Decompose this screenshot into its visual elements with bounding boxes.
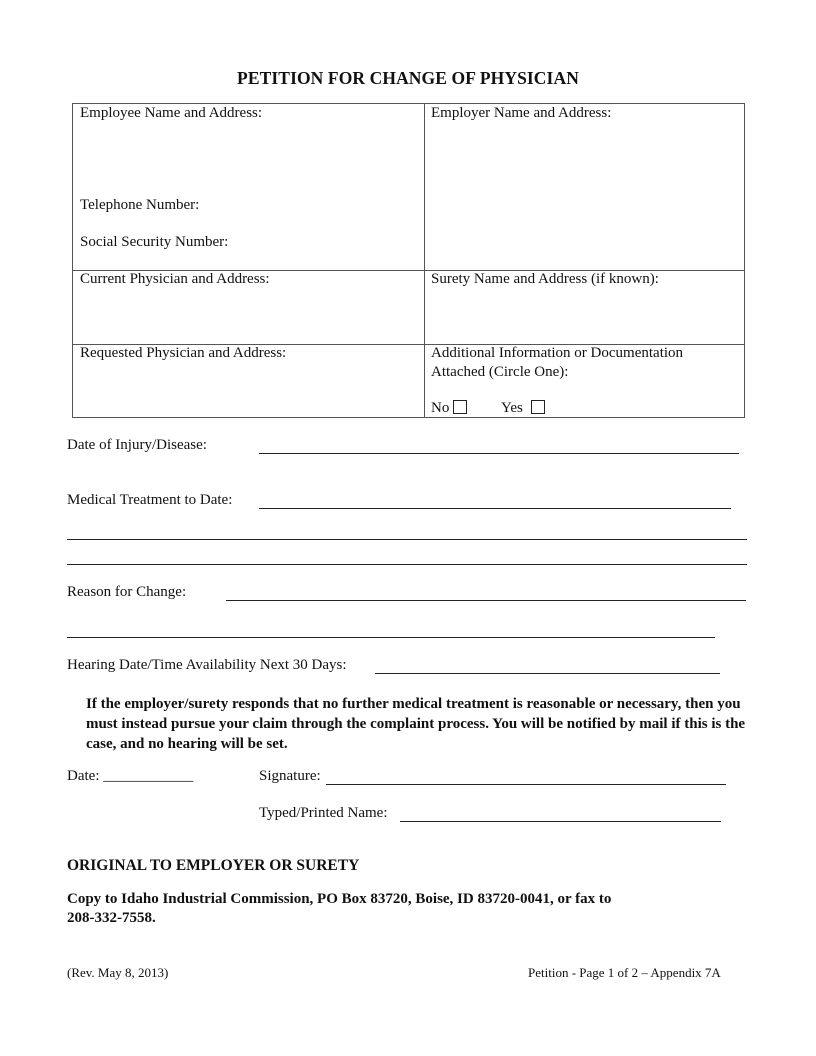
telephone-number-label: Telephone Number: <box>80 197 200 213</box>
date-of-injury-line[interactable] <box>259 453 739 454</box>
original-routing: ORIGINAL TO EMPLOYER OR SURETY <box>67 857 360 874</box>
additional-info-label-line1: Additional Information or Documentation <box>431 345 684 361</box>
medical-treatment-line-3[interactable] <box>67 564 747 565</box>
surety-name-address-label: Surety Name and Address (if known): <box>431 271 659 287</box>
medical-treatment-label: Medical Treatment to Date: <box>67 492 233 508</box>
reason-for-change-label: Reason for Change: <box>67 584 187 600</box>
reason-for-change-line-2[interactable] <box>67 637 715 638</box>
date-label: Date: <box>67 768 100 784</box>
signature-label: Signature: <box>259 768 321 784</box>
requested-physician-label: Requested Physician and Address: <box>80 345 287 361</box>
medical-treatment-line-2[interactable] <box>67 539 747 540</box>
notice-paragraph: If the employer/surety responds that no further medical treatment is reasonable or necessary, then you must instead pursue your claim through the complaint process. You will be notified by mail if this is the case, and no hearing will be set. <box>86 696 746 752</box>
date-of-injury-label: Date of Injury/Disease: <box>67 437 207 453</box>
copy-routing-line2: 208-332-7558. <box>67 910 156 926</box>
no-checkbox[interactable] <box>453 400 467 414</box>
medical-treatment-line[interactable] <box>259 508 731 509</box>
yes-option[interactable] <box>501 400 545 417</box>
additional-info-label-line2: Attached (Circle One): <box>431 364 569 380</box>
hearing-availability-line[interactable] <box>375 673 720 674</box>
typed-name-label: Typed/Printed Name: <box>259 805 388 821</box>
page-info: Petition - Page 1 of 2 – Appendix 7A <box>528 965 721 980</box>
revision-date: (Rev. May 8, 2013) <box>67 965 169 980</box>
date-field[interactable] <box>67 768 193 785</box>
no-label: No <box>431 400 450 416</box>
signature-line[interactable] <box>326 784 726 785</box>
date-blank: ____________ <box>103 768 194 784</box>
ssn-label: Social Security Number: <box>80 234 229 250</box>
employer-name-address-label: Employer Name and Address: <box>431 105 612 121</box>
copy-routing-line1: Copy to Idaho Industrial Commission, PO Box 83720, Boise, ID 83720-0041, or fax to <box>67 891 612 907</box>
employee-name-address-label: Employee Name and Address: <box>80 105 263 121</box>
typed-name-line[interactable] <box>400 821 721 822</box>
current-physician-label: Current Physician and Address: <box>80 271 270 287</box>
reason-for-change-line[interactable] <box>226 600 746 601</box>
info-grid <box>72 103 745 418</box>
yes-checkbox[interactable] <box>531 400 545 414</box>
page-title: PETITION FOR CHANGE OF PHYSICIAN <box>237 68 579 88</box>
grid-divider-vertical <box>424 104 425 417</box>
no-option[interactable] <box>431 400 467 417</box>
yes-label: Yes <box>501 400 523 416</box>
hearing-availability-label: Hearing Date/Time Availability Next 30 Days: <box>67 657 347 673</box>
